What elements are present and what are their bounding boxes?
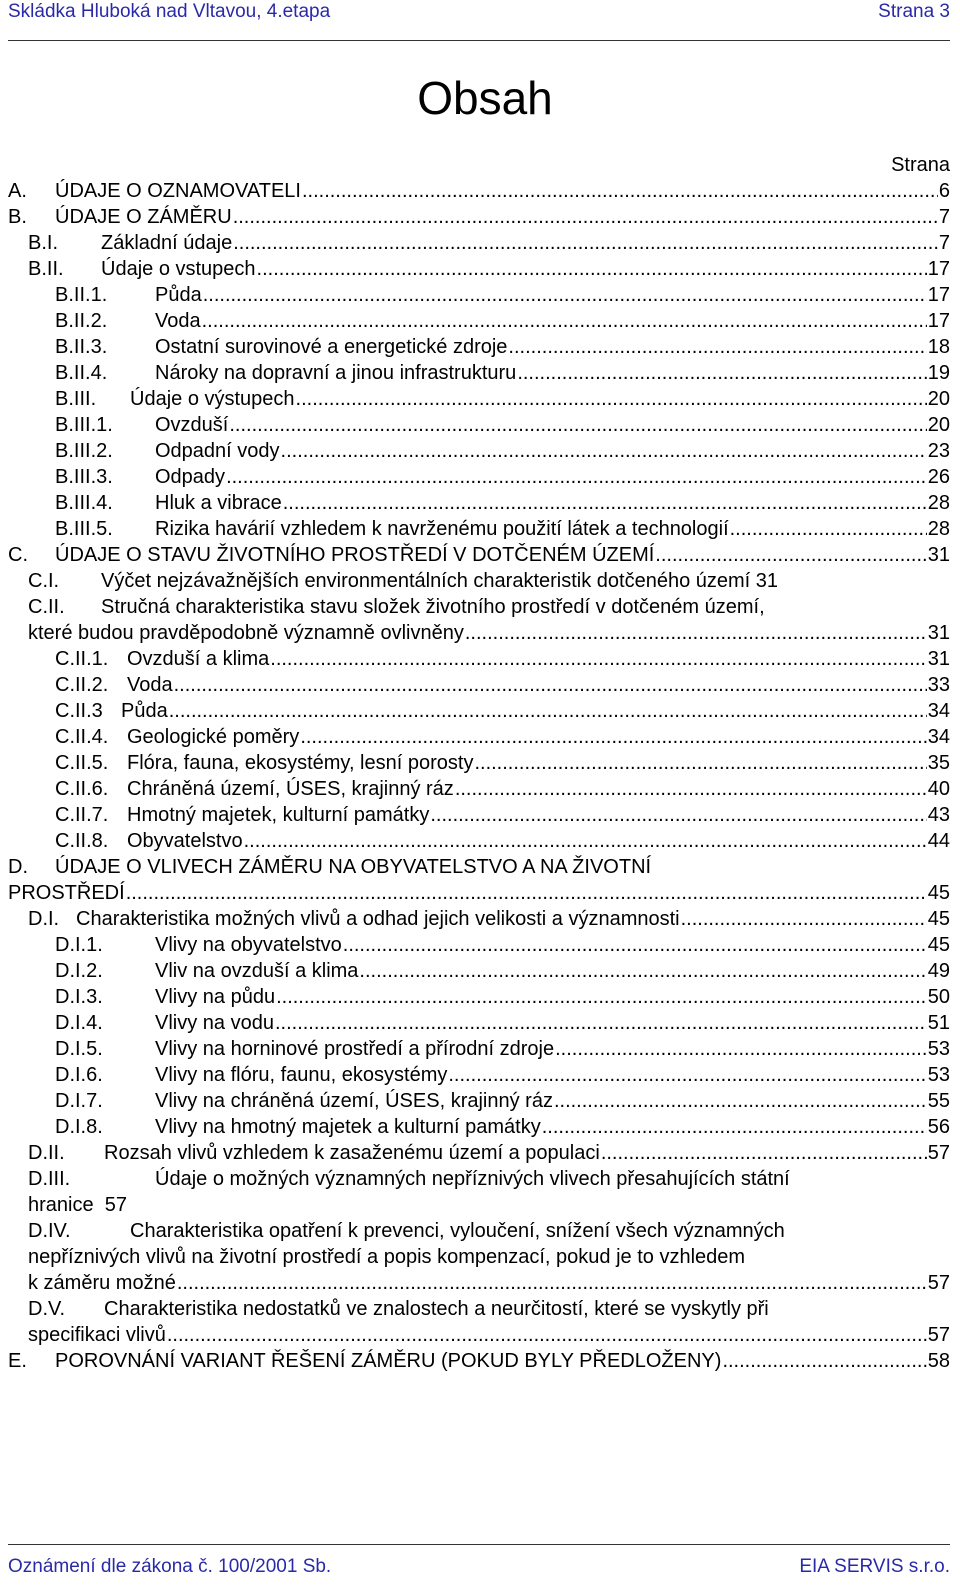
toc-entry-number: E. [8, 1350, 27, 1372]
toc-entry-page: 49 [927, 960, 950, 982]
toc-entry-title: k záměru možné [28, 1272, 176, 1294]
page-column-label: Strana [891, 154, 950, 176]
toc-entry-title: Půda [121, 700, 168, 722]
toc-entry-title: Flóra, fauna, ekosystémy, lesní porosty [127, 752, 474, 774]
toc-entry-page: 51 [927, 1012, 950, 1034]
toc-entry-page: 45 [927, 934, 950, 956]
toc-entry-title: Rozsah vlivů vzhledem k zasaženému území a populaci [104, 1142, 600, 1164]
toc-entry-title: nepříznivých vlivů na životní prostředí a popis kompenzací, pokud je to vzhledem [28, 1246, 746, 1268]
toc-entry-title: Voda [155, 310, 201, 332]
toc-entry-page: 56 [927, 1116, 950, 1138]
toc-entry-page: 57 [927, 1324, 950, 1346]
toc-entry-page: 17 [927, 310, 950, 332]
toc-entry-title: Charakteristika nedostatků ve znalostech a neurčitostí, které se vyskytly při [104, 1298, 769, 1320]
toc-entry-title: Základní údaje [101, 232, 233, 254]
header-page-number: Strana 3 [878, 1, 950, 22]
toc-entry-page: 50 [927, 986, 950, 1008]
toc-entry-page: 35 [927, 752, 950, 774]
toc-entry-number: B.III.3. [55, 466, 113, 488]
toc-entry-number: C.II.6. [55, 778, 109, 800]
toc-entry-page: 34 [927, 726, 950, 748]
toc-entry-page: 20 [927, 388, 950, 410]
toc-entry-page: 40 [927, 778, 950, 800]
toc-entry-title: Obyvatelstvo [127, 830, 243, 852]
toc-entry-number: D.I.6. [55, 1064, 103, 1086]
footer-company: EIA SERVIS s.r.o. [799, 1556, 950, 1577]
toc-entry-title: Charakteristika možných vlivů a odhad jejich velikosti a významnosti [76, 908, 680, 930]
header-document-title: Skládka Hluboká nad Vltavou, 4.etapa [8, 1, 331, 22]
toc-leader [448, 1062, 926, 1088]
toc-entry-number: B.III.4. [55, 492, 113, 514]
footer-legal-reference: Oznámení dle zákona č. 100/2001 Sb. [8, 1556, 332, 1577]
toc-leader [601, 1140, 927, 1166]
toc-entry-page: 53 [927, 1064, 950, 1086]
toc-entry-page: 28 [927, 518, 950, 540]
toc-leader [203, 282, 927, 308]
toc-leader [257, 256, 927, 282]
toc-entry-number: B.III.2. [55, 440, 113, 462]
toc-entry-title: Údaje o výstupech [130, 388, 295, 410]
toc-entry-title: Odpady [155, 466, 226, 488]
toc-entry-page: 31 [927, 544, 950, 566]
toc-leader [343, 932, 927, 958]
toc-leader [655, 542, 926, 568]
toc-entry-title: Půda [155, 284, 202, 306]
toc-entry-title: PROSTŘEDÍ [8, 882, 125, 904]
toc-entry-title: Vlivy na chráněná území, ÚSES, krajinný ráz [155, 1090, 553, 1112]
toc-entry-title: ÚDAJE O OZNAMOVATELI [55, 180, 301, 202]
toc-entry-number: B. [8, 206, 27, 228]
toc-leader [681, 906, 927, 932]
toc-entry-page: 6 [938, 180, 950, 202]
toc-leader [542, 1114, 927, 1140]
page-footer [8, 1544, 950, 1585]
toc-entry-title: Chráněná území, ÚSES, krajinný ráz [127, 778, 454, 800]
toc-entry-number: B.II.1. [55, 284, 108, 306]
toc-entry-page: 33 [927, 674, 950, 696]
toc-leader [233, 204, 938, 230]
toc-entry-number: D.III. [28, 1168, 71, 1190]
toc-entry-title: Ovzduší a klima [127, 648, 270, 670]
toc-entry-number: B.III.1. [55, 414, 113, 436]
toc-leader [174, 672, 927, 698]
toc-entry-number: C.II.8. [55, 830, 109, 852]
toc-entry-page: 34 [927, 700, 950, 722]
toc-entry-number: D.I.2. [55, 960, 103, 982]
toc-entry-page: 17 [927, 258, 950, 280]
toc-leader [276, 984, 927, 1010]
toc-leader [177, 1270, 927, 1296]
toc-leader [455, 776, 927, 802]
toc-entry-number: B.II.2. [55, 310, 108, 332]
toc-entry-page: 31 [927, 648, 950, 670]
toc-entry-title: Geologické poměry [127, 726, 300, 748]
toc-leader [202, 308, 927, 334]
toc-entry-number: D.II. [28, 1142, 65, 1164]
toc-entry-page: 58 [927, 1350, 950, 1372]
toc-entry-title: Voda [127, 674, 173, 696]
toc-leader [169, 698, 927, 724]
toc-entry-page: 26 [927, 466, 950, 488]
toc-entry-title: Hluk a vibrace [155, 492, 282, 514]
toc-entry-number: C.I. [28, 570, 60, 592]
toc-leader [300, 724, 926, 750]
toc-entry-title: Stručná charakteristika stavu složek životního prostředí v dotčeném území, [101, 596, 765, 618]
toc-leader [270, 646, 926, 672]
toc-entry-title: Ostatní surovinové a energetické zdroje [155, 336, 508, 358]
toc-leader [283, 490, 927, 516]
toc-entry-number: C.II.5. [55, 752, 109, 774]
toc-entry-page: 20 [927, 414, 950, 436]
toc-leader [508, 334, 926, 360]
toc-entry-number: D. [8, 856, 28, 878]
toc-leader [281, 438, 927, 464]
toc-entry-number: C.II.2. [55, 674, 109, 696]
toc-leader [233, 230, 938, 256]
toc-entry-page: 53 [927, 1038, 950, 1060]
toc-leader [244, 828, 927, 854]
toc-entry-number: D.I.4. [55, 1012, 103, 1034]
toc-entry-title: Vlivy na půdu [155, 986, 276, 1008]
toc-leader [474, 750, 926, 776]
toc-entry-number: C.II. [28, 596, 65, 618]
toc-entry-title: ÚDAJE O VLIVECH ZÁMĚRU NA OBYVATELSTVO A NA ŽIVOTNÍ [55, 856, 652, 878]
page-title: Obsah [417, 72, 553, 124]
toc-entry-page: 57 [927, 1272, 950, 1294]
toc-leader [296, 386, 927, 412]
toc-entry-title: Ovzduší [155, 414, 229, 436]
toc-entry-number: B.II.4. [55, 362, 108, 384]
toc-entry-number: D.I.1. [55, 934, 103, 956]
toc-entry-title: ÚDAJE O ZÁMĚRU [55, 206, 232, 228]
toc-entry-number: C.II.4. [55, 726, 109, 748]
toc-entry-number: D.I.3. [55, 986, 103, 1008]
toc-entry-title: Odpadní vody [155, 440, 280, 462]
toc-entry-title: hranice 57 [28, 1194, 127, 1216]
toc-entry-number: C.II.3 [55, 700, 103, 722]
toc-entry-title: které budou pravděpodobně významně ovlivněny [28, 622, 464, 644]
toc-entry-title: Hmotný majetek, kulturní památky [127, 804, 430, 826]
toc-entry-number: C. [8, 544, 28, 566]
toc-entry-page: 28 [927, 492, 950, 514]
toc-entry-page: 43 [927, 804, 950, 826]
page-header [8, 0, 950, 41]
toc-entry-number: D.I.5. [55, 1038, 103, 1060]
toc-entry-page: 17 [927, 284, 950, 306]
toc-leader [226, 464, 927, 490]
toc-leader [302, 178, 938, 204]
toc-entry-number: D.IV. [28, 1220, 71, 1242]
toc-entry-title: Vlivy na vodu [155, 1012, 274, 1034]
toc-entry-title: Vlivy na flóru, faunu, ekosystémy [155, 1064, 448, 1086]
toc-leader [465, 620, 927, 646]
toc-leader [517, 360, 926, 386]
toc-entry-number: C.II.1. [55, 648, 109, 670]
toc-entry-number: B.I. [28, 232, 59, 254]
toc-entry-page: 57 [927, 1142, 950, 1164]
toc-entry-title: ÚDAJE O STAVU ŽIVOTNÍHO PROSTŘEDÍ V DOTČENÉM ÚZEMÍ [55, 544, 655, 566]
toc-entry-title: Nároky na dopravní a jinou infrastrukturu [155, 362, 517, 384]
toc-leader [430, 802, 926, 828]
toc-leader [730, 516, 927, 542]
toc-entry-title: Vlivy na horninové prostředí a přírodní zdroje [155, 1038, 555, 1060]
toc-leader [359, 958, 926, 984]
toc-entry-number: D.I.8. [55, 1116, 103, 1138]
toc-entry-title: Údaje o vstupech [101, 258, 256, 280]
toc-leader [229, 412, 926, 438]
toc-entry-page: 31 [927, 622, 950, 644]
toc-entry-number: B.II. [28, 258, 64, 280]
toc-entry-title: POROVNÁNÍ VARIANT ŘEŠENÍ ZÁMĚRU (POKUD BYLY PŘEDLOŽENY) [55, 1350, 722, 1372]
toc-entry-page: 19 [927, 362, 950, 384]
toc-entry-page: 44 [927, 830, 950, 852]
toc-entry-title: Vlivy na hmotný majetek a kulturní památky [155, 1116, 541, 1138]
toc-entry-title: Rizika havárií vzhledem k navrženému použití látek a technologií [155, 518, 729, 540]
toc-entry-number: B.III. [55, 388, 97, 410]
toc-entry-page: 23 [927, 440, 950, 462]
toc-entry-number: D.V. [28, 1298, 66, 1320]
toc-leader [554, 1088, 927, 1114]
toc-entry-number: A. [8, 180, 27, 202]
toc-leader [167, 1322, 927, 1348]
toc-entry-number: D.I.7. [55, 1090, 103, 1112]
toc-entry-page: 18 [927, 336, 950, 358]
toc-entry-number: D.I. [28, 908, 60, 930]
toc-leader [126, 880, 927, 906]
toc-entry-number: B.III.5. [55, 518, 113, 540]
toc-entry-page: 45 [927, 908, 950, 930]
toc-entry-title: Vlivy na obyvatelstvo [155, 934, 342, 956]
toc-entry-page: 7 [938, 206, 950, 228]
toc-leader [555, 1036, 927, 1062]
toc-entry-page: 7 [938, 232, 950, 254]
toc-entry-number: B.II.3. [55, 336, 108, 358]
toc-entry-title: Charakteristika opatření k prevenci, vyloučení, snížení všech významných [130, 1220, 785, 1242]
toc-entry-page: 55 [927, 1090, 950, 1112]
toc-entry-title: Výčet nejzávažnějších environmentálních charakteristik dotčeného území 31 [101, 570, 779, 592]
toc-entry-title: specifikaci vlivů [28, 1324, 166, 1346]
toc-entry-page: 45 [927, 882, 950, 904]
toc-leader [722, 1348, 926, 1374]
toc-entry-title: Vliv na ovzduší a klima [155, 960, 359, 982]
toc-leader [275, 1010, 927, 1036]
toc-entry-number: C.II.7. [55, 804, 109, 826]
toc-entry-title: Údaje o možných významných nepříznivých vlivech přesahujících státní [155, 1168, 790, 1190]
